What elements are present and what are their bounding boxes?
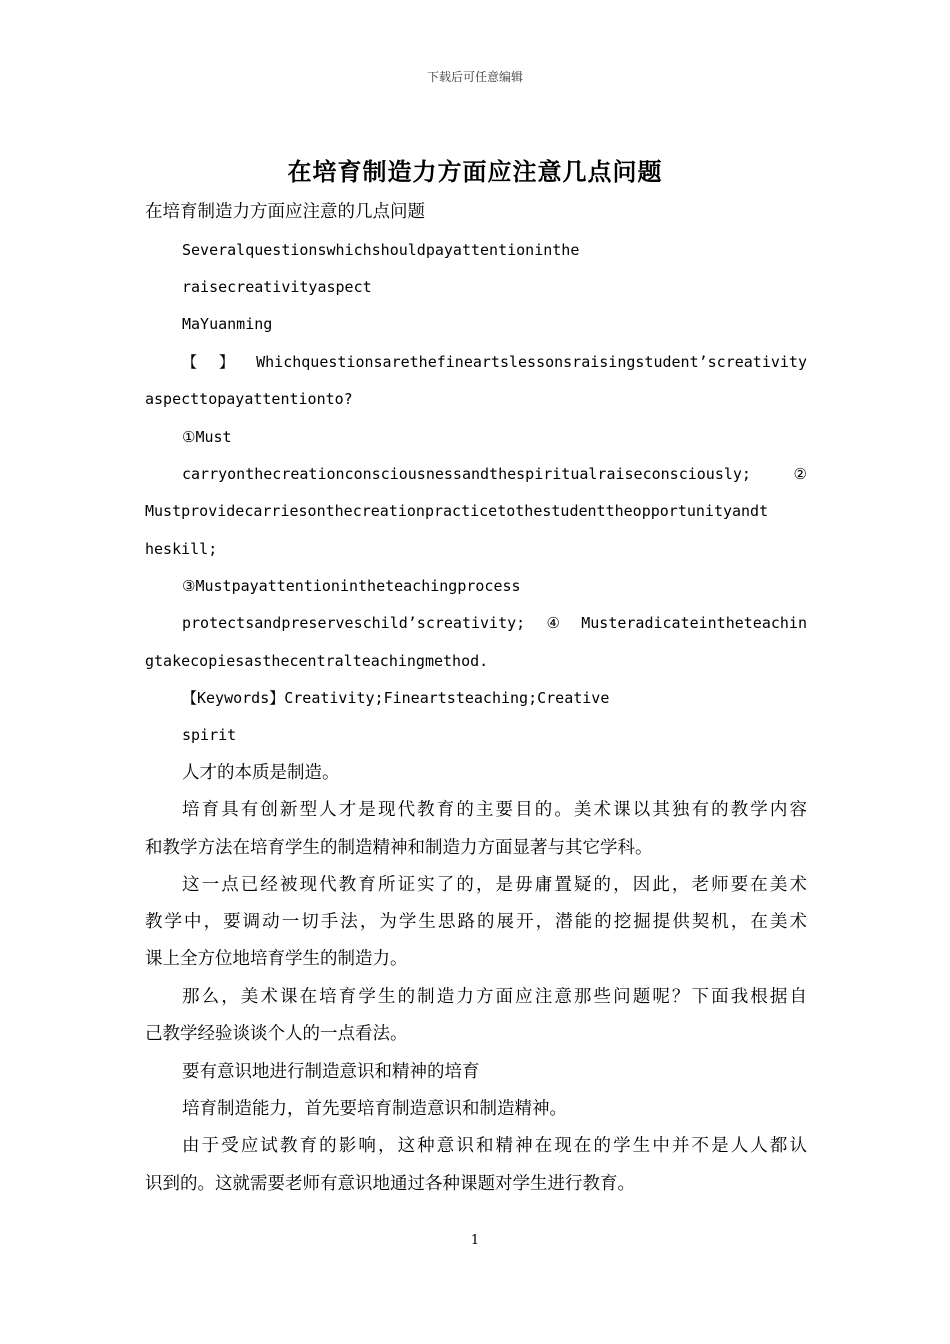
abstract-line-4: carryonthecreationconsciousnessandthespiritualraiseconsciously;② <box>182 465 807 483</box>
document-title: 在培育制造力方面应注意几点问题 <box>287 157 663 186</box>
abstract-line-2: aspecttopayattentionto? <box>145 390 353 408</box>
author-line: MaYuanming <box>182 315 273 333</box>
abstract-line-6: heskill; <box>145 540 218 558</box>
keywords-line-2: spirit <box>182 726 237 744</box>
abstract-line-5: Mustprovidecarriesonthecreationpracticetothestudenttheopportunityandt <box>145 502 769 520</box>
body-line-9: 培育制造能力，首先要培育制造意识和制造精神。 <box>182 1099 567 1119</box>
body-line-7: 那么，美术课在培育学生的制造力方面应注意那些问题呢？下面我根据自 <box>182 987 807 1007</box>
page-number: 1 <box>470 1233 480 1248</box>
abstract-line-7: ③Mustpayattentionintheteachingprocess <box>182 577 521 595</box>
keywords-line-1: 【Keywords】Creativity;Fineartsteaching;Creative <box>182 689 610 707</box>
body-line-11: 识到的。这就需要老师有意识地通过各种课题对学生进行教育。 <box>145 1174 635 1194</box>
body-line-4: 这一点已经被现代教育所证实了的，是毋庸置疑的，因此，老师要在美术 <box>182 875 807 895</box>
abstract-line-3: ①Must <box>182 428 232 446</box>
body-line-1: 人才的本质是制造。 <box>182 763 340 783</box>
abstract-line-1: 【】Whichquestionsarethefineartslessonsraisingstudent’screativity <box>182 353 807 371</box>
english-title-line-2: raisecreativityaspect <box>182 278 372 296</box>
abstract-line-9: gtakecopiesasthecentralteachingmethod. <box>145 652 489 670</box>
english-title-line-1: Severalquestionswhichshouldpayattentioninthe <box>182 241 580 259</box>
section-heading: 要有意识地进行制造意识和精神的培育 <box>182 1062 480 1082</box>
body-line-8: 己教学经验谈谈个人的一点看法。 <box>145 1024 408 1044</box>
body-line-10: 由于受应试教育的影响，这种意识和精神在现在的学生中并不是人人都认 <box>182 1136 807 1156</box>
body-line-6: 课上全方位地培育学生的制造力。 <box>145 949 408 969</box>
subtitle-line: 在培育制造力方面应注意的几点问题 <box>145 202 425 222</box>
body-line-3: 和教学方法在培育学生的制造精神和制造力方面显著与其它学科。 <box>145 838 653 858</box>
header-note: 下载后可任意编辑 <box>426 70 523 84</box>
abstract-line-8: protectsandpreserveschild’screativity;④Musteradicateintheteachin <box>182 614 807 632</box>
body-line-5: 教学中，要调动一切手法，为学生思路的展开，潜能的挖掘提供契机，在美术 <box>145 912 807 932</box>
body-line-2: 培育具有创新型人才是现代教育的主要目的。美术课以其独有的教学内容 <box>182 800 807 820</box>
